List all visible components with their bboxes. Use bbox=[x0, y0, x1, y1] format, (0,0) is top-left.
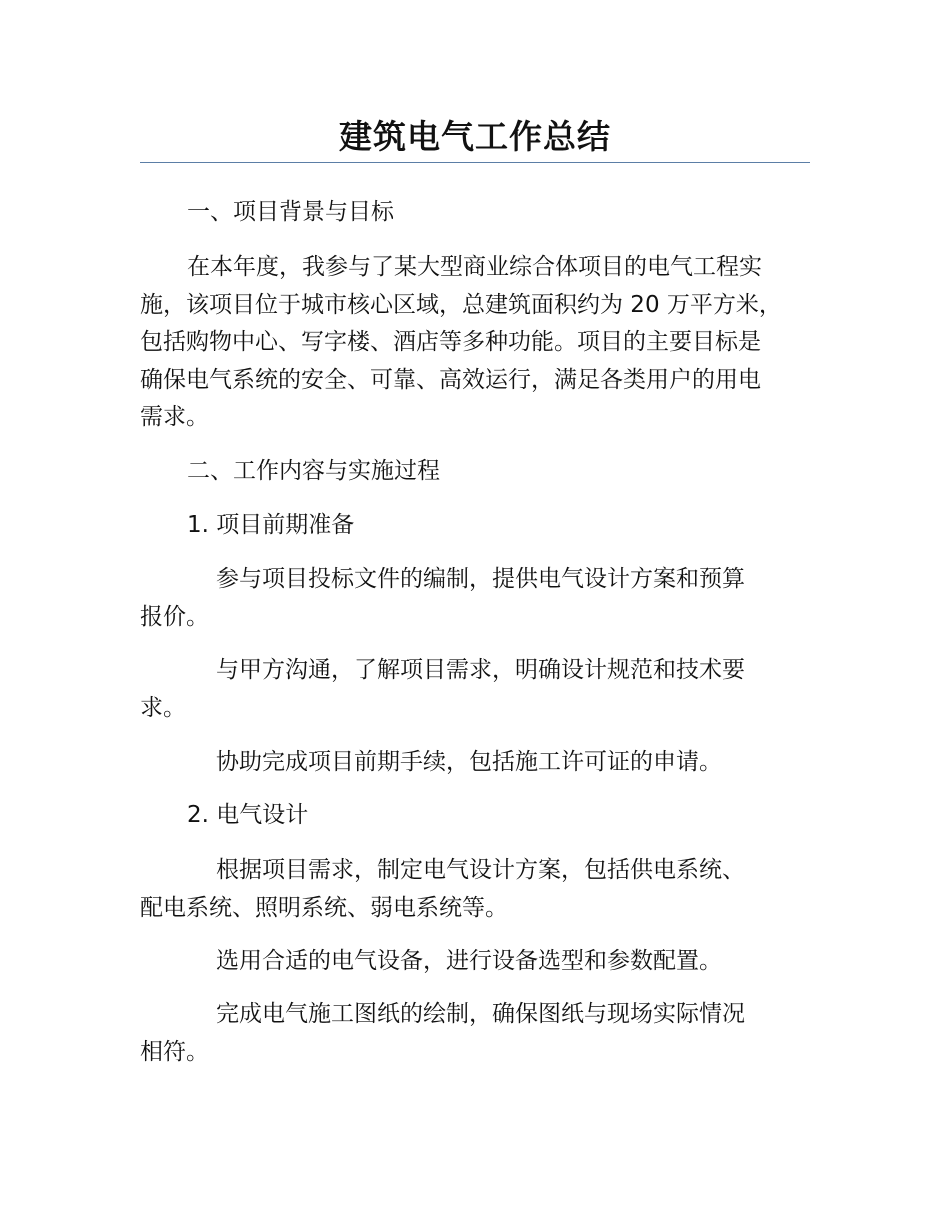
paragraph-line: 求。 bbox=[140, 694, 186, 721]
section-heading-background: 一、项目背景与目标 bbox=[187, 199, 394, 225]
intro-paragraph bbox=[140, 249, 810, 437]
paragraph-line: 施，该项目位于城市核心区域，总建筑面积约为 20 万平方米， bbox=[140, 291, 782, 318]
paragraph-line: 需求。 bbox=[140, 404, 209, 430]
paragraph-line: 参与项目投标文件的编制，提供电气设计方案和预算 bbox=[216, 566, 745, 592]
paragraph-line: 包括购物中心、写字楼、酒店等多种功能。项目的主要目标是 bbox=[140, 329, 761, 355]
page-title: 建筑电气工作总结 bbox=[339, 117, 611, 156]
design-item-scheme bbox=[140, 852, 810, 927]
paragraph-line: 协助完成项目前期手续，包括施工许可证的申请。 bbox=[216, 749, 722, 775]
title-divider bbox=[140, 162, 810, 163]
section-heading-work-content: 二、工作内容与实施过程 bbox=[187, 458, 440, 484]
design-item-equipment bbox=[140, 943, 810, 981]
paragraph-line: 确保电气系统的安全、可靠、高效运行，满足各类用户的用电 bbox=[140, 366, 761, 393]
paragraph-line: 相符。 bbox=[140, 1038, 209, 1065]
paragraph-line: 选用合适的电气设备，进行设备选型和参数配置。 bbox=[216, 948, 722, 974]
paragraph-line: 完成电气施工图纸的绘制，确保图纸与现场实际情况 bbox=[216, 1001, 745, 1027]
prep-item-communication bbox=[140, 652, 810, 727]
paragraph-line: 与甲方沟通，了解项目需求，明确设计规范和技术要 bbox=[216, 657, 745, 683]
prep-item-permits bbox=[140, 744, 810, 782]
paragraph-line: 在本年度，我参与了某大型商业综合体项目的电气工程实 bbox=[187, 254, 762, 280]
paragraph-line: 报价。 bbox=[140, 603, 209, 630]
design-item-drawings bbox=[140, 996, 810, 1071]
paragraph-line: 根据项目需求，制定电气设计方案，包括供电系统、 bbox=[216, 857, 745, 883]
paragraph-line: 配电系统、照明系统、弱电系统等。 bbox=[140, 894, 508, 921]
prep-item-bidding bbox=[140, 561, 810, 636]
subsection-heading-preparation: 1. 项目前期准备 bbox=[187, 512, 355, 538]
subsection-heading-design: 2. 电气设计 bbox=[187, 802, 309, 828]
